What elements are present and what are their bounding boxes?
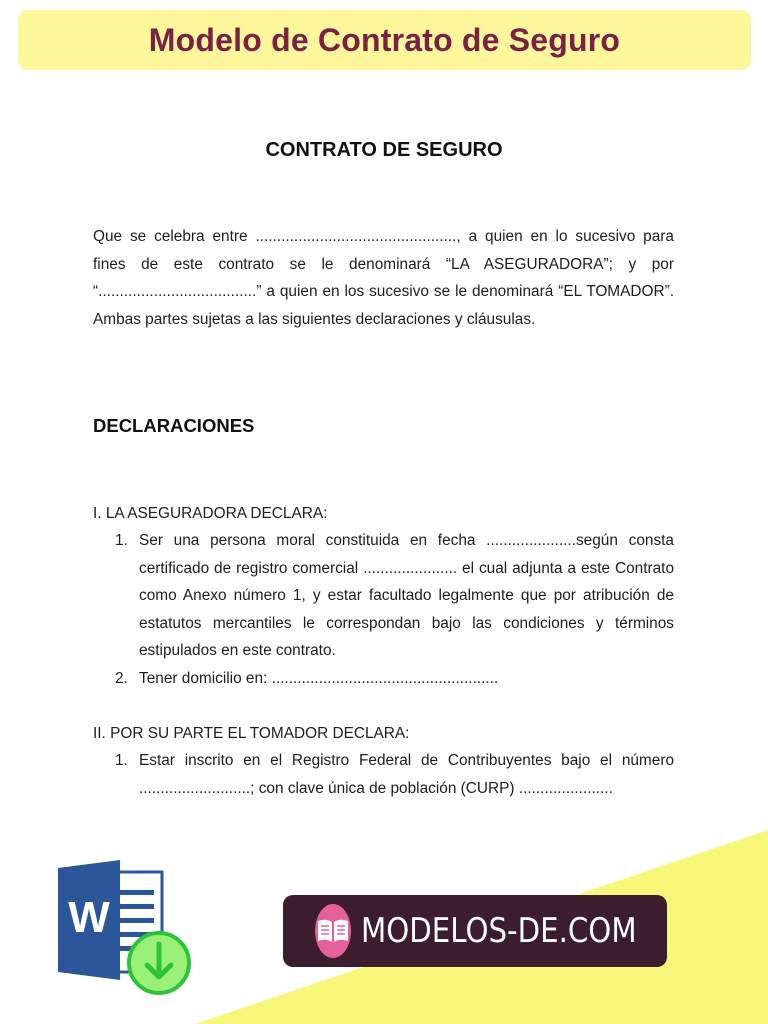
list-item-number: 1. — [115, 752, 128, 769]
list-item — [93, 527, 674, 665]
section-1-heading: I. LA ASEGURADORA DECLARA: — [93, 505, 328, 522]
brand-name: MODELOS-DE.COM — [361, 911, 637, 951]
list-item-number: 1. — [115, 532, 128, 549]
header-banner — [18, 10, 751, 70]
intro-paragraph: Que se celebra entre ..............................................., a quien en lo sucesivo para fines de este contrato se le denominará “LA ASEGURADORA”; y por “.....................................” a quien en los sucesivo se le denominará “EL TOMADOR”. Ambas partes sujetas a las siguientes declaraciones y cláusulas. — [93, 228, 674, 328]
brand-badge[interactable] — [283, 895, 667, 967]
contract-title: CONTRATO DE SEGURO — [265, 139, 503, 161]
declarations-heading: DECLARACIONES — [93, 415, 255, 436]
list-item — [93, 665, 674, 693]
svg-text:W: W — [68, 893, 110, 942]
open-book-icon — [315, 904, 351, 958]
list-item-number: 2. — [115, 669, 128, 687]
list-item-text: Ser una persona moral constituida en fecha .....................según consta certificado de registro comercial ...................... el cual adjunta a este Contrato como Anexo número 1, y estar facultado legalmente que por atribución de estatutos mercantiles le correspondan bajo las condiciones y términos estipulados en este contrato. — [139, 532, 674, 659]
section-2-heading: II. POR SU PARTE EL TOMADOR DECLARA: — [93, 725, 410, 742]
list-item-text: Estar inscrito en el Registro Federal de Contribuyentes bajo el número ..........................; con clave única de población (CURP) ...................... — [139, 752, 674, 797]
section-1-list — [93, 527, 674, 692]
list-item — [93, 747, 674, 802]
word-document-download-icon[interactable] — [58, 860, 194, 1000]
page-title: Modelo de Contrato de Seguro — [148, 21, 621, 58]
section-2-list — [93, 747, 674, 802]
list-item-text: Tener domicilio en: ..................................................... — [139, 669, 499, 687]
